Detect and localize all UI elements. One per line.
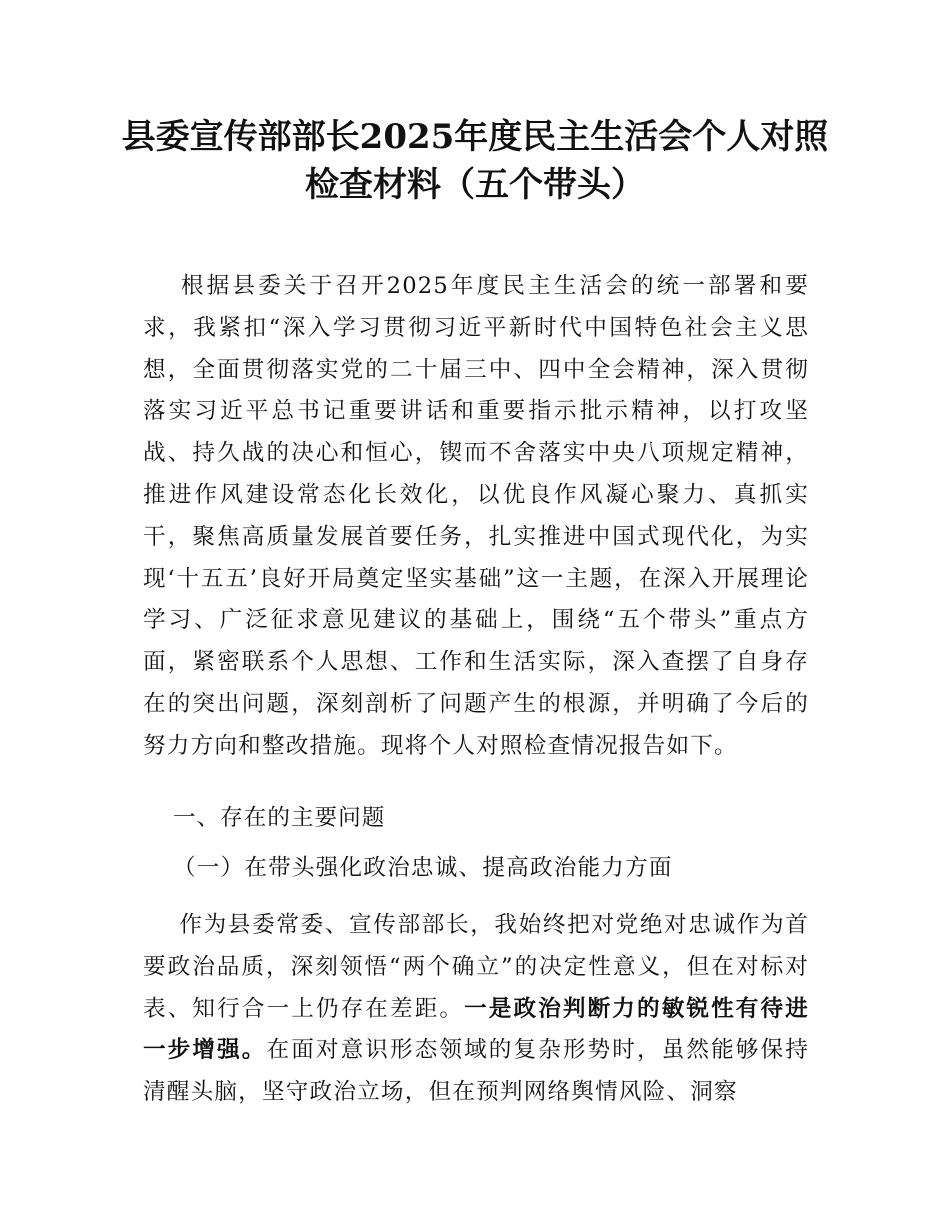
para2-bold-text: 一是政治判断力的敏锐性有待进一步增强。: [143, 995, 809, 1064]
body-paragraph-2: [143, 905, 809, 1114]
para2-rest-text: 在面对意识形态领域的复杂形势时，虽然能够保持清醒头脑，坚守政治立场，但在预判网络舆情风险、洞察: [143, 1037, 809, 1106]
section1-heading: 一、存在的主要问题: [173, 805, 386, 831]
intro-paragraph: [143, 266, 809, 768]
para2-start-text: 作为县委常委、宣传部部长，我始终把对党绝对忠诚作为首要政治品质，深刻领悟“两个确立”的决定性意义，但在对标对表、知行合一上仍存在差距。: [143, 912, 809, 1022]
intro-paragraph-text: 根据县委关于召开2025年度民主生活会的统一部署和要求，我紧扣“深入学习贯彻习近平新时代中国特色社会主义思想，全面贯彻落实党的二十届三中、四中全会精神，深入贯彻落实习近平总书记重要讲话和重要指示批示精神，以打攻坚战、持久战的决心和恒心，锲而不舍落实中央八项规定精神，推进作风建设常态化长效化，以优良作风凝心聚力、真抓实干，聚焦高质量发展首要任务，扎实推进中国式现代化，为实现‘十五五’良好开局奠定坚实基础”这一主题，在深入开展理论学习、广泛征求意见建议的基础上，围绕“五个带头”重点方面，紧密联系个人思想、工作和生活实际，深入查摆了自身存在的突出问题，深刻剖析了问题产生的根源，并明确了今后的努力方向和整改措施。现将个人对照检查情况报告如下。: [143, 273, 809, 759]
document-title-line1: 县委宣传部部长2025年度民主生活会个人对照: [121, 117, 829, 157]
subsection1-heading: （一）在带头强化政治忠诚、提高政治能力方面: [173, 855, 673, 881]
document-title-line2: 检查材料（五个带头）: [305, 165, 645, 205]
